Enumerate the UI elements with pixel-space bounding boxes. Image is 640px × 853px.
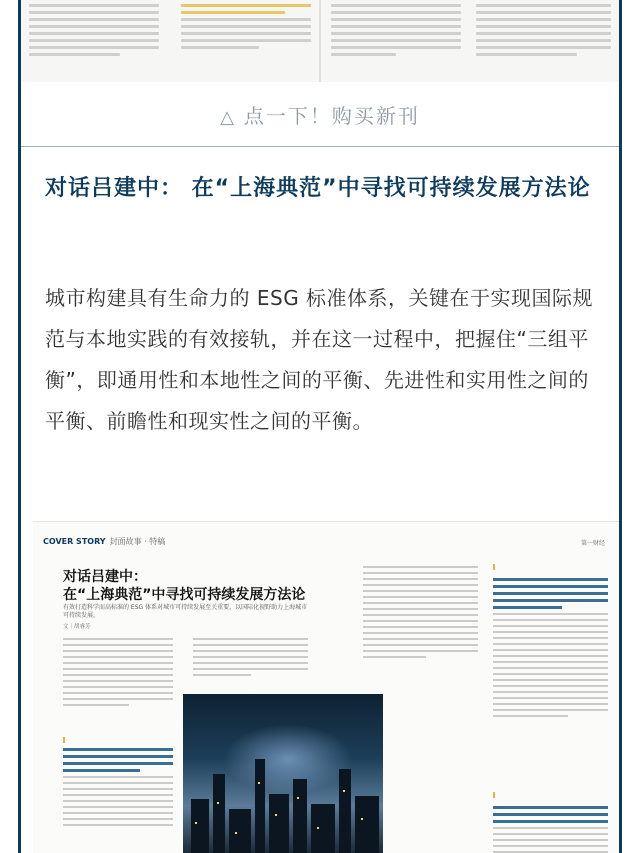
magazine-text-column	[63, 634, 173, 710]
cover-story-label: COVER STORY 封面故事 · 特稿	[43, 537, 166, 546]
spread-text-column	[181, 0, 311, 70]
spread-text-column	[331, 0, 461, 70]
magazine-section-head	[63, 737, 148, 743]
article-title: 对话吕建中： 在“上海典范”中寻找可持续发展方法论	[45, 176, 591, 201]
magazine-headline-line2: 在“上海典范”中寻找可持续发展方法论	[63, 587, 306, 603]
article-frame	[18, 0, 622, 853]
article-lead: 城市构建具有生命力的 ESG 标准体系，关键在于实现国际规范与本地实践的有效接轨，并在这一过程中，把握住“三组平衡”，即通用性和本地性之间的平衡、先进性和实用性之间的平衡、前瞻性和现实性之间的平衡。	[45, 286, 594, 433]
magazine-section-head	[493, 792, 588, 798]
magazine-spread-image	[21, 0, 619, 82]
magazine-text-column	[193, 634, 308, 680]
spread-text-column	[476, 0, 611, 70]
magazine-section-head	[493, 564, 588, 570]
divider	[21, 146, 619, 147]
buy-link-label: 点一下！购买新刊	[243, 104, 420, 128]
city-skyline-photo	[183, 694, 383, 853]
magazine-text-column	[363, 562, 478, 662]
magazine-page-image	[33, 521, 619, 853]
magazine-deck: 有效打造科学而高标准的 ESG 体系对城市可持续发展至关重要，以国际化视野助力上海城市可持续发展。	[63, 604, 308, 619]
buy-new-issue-link[interactable]	[21, 100, 619, 129]
spread-text-column	[29, 0, 159, 70]
magazine-headline-line1: 对话吕建中：	[63, 569, 147, 585]
triangle-icon: △	[220, 107, 236, 128]
magazine-text-column	[63, 744, 173, 830]
magazine-text-column	[493, 802, 608, 853]
magazine-brand: 第一财经	[580, 540, 605, 547]
magazine-author: 文｜胡睿芳	[63, 624, 91, 630]
magazine-text-column	[493, 574, 608, 721]
